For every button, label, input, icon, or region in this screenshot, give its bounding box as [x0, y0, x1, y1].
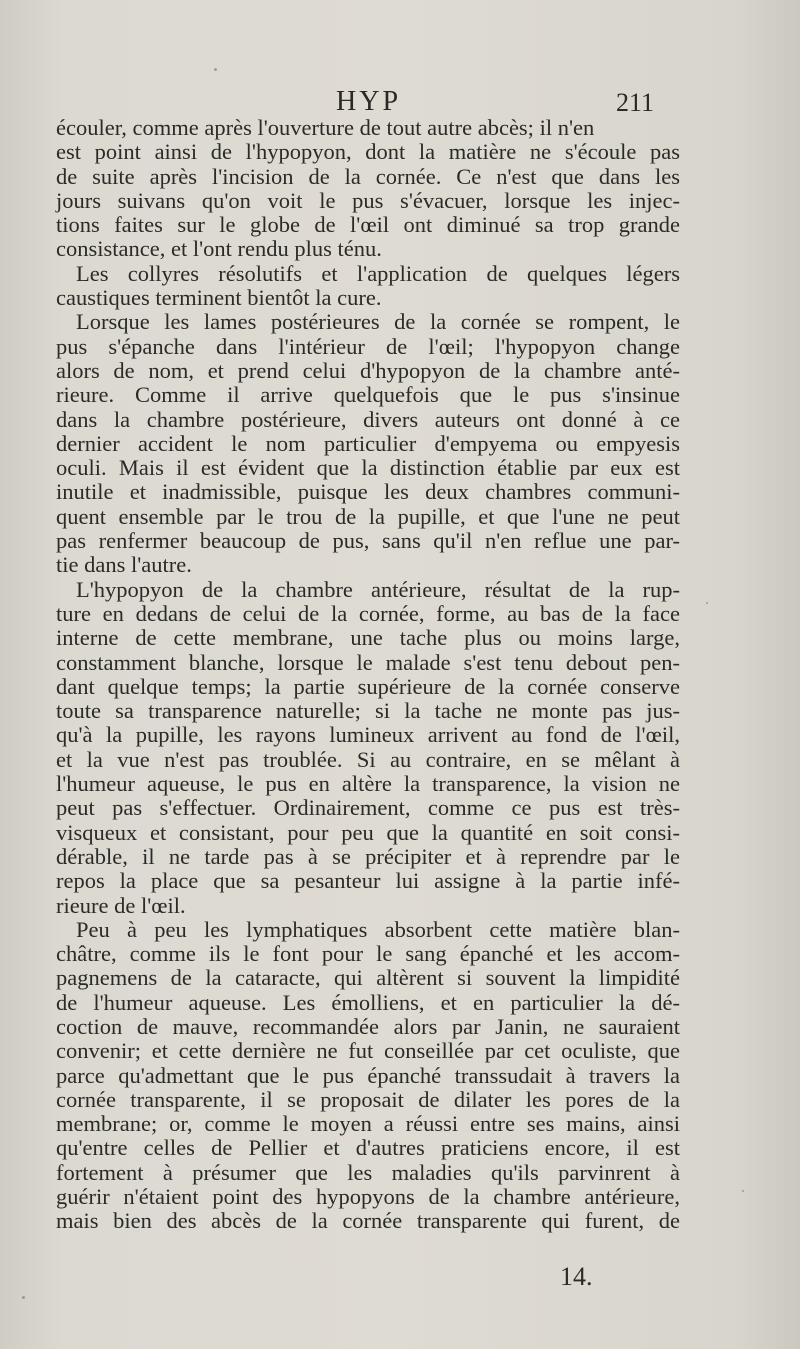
text-line: rieure. Comme il arrive quelquefois que le pus s'insinue	[56, 382, 680, 408]
text-line: convenir; et cette dernière ne fut conseillée par cet oculiste, que	[56, 1038, 680, 1064]
text-line: inutile et inadmissible, puisque les deux chambres communi-	[56, 479, 680, 505]
text-line: qu'entre celles de Pellier et d'autres praticiens encore, il est	[56, 1135, 680, 1161]
text-line: et la vue n'est pas troublée. Si au contraire, en se mêlant à	[56, 746, 680, 772]
text-line: consistance, et l'ont rendu plus ténu.	[56, 236, 382, 262]
text-line: ture en dedans de celui de la cornée, forme, au bas de la face	[56, 600, 680, 626]
text-line: pagnemens de la cataracte, qui altèrent si souvent la limpidité	[56, 965, 680, 991]
text-line: pas renfermer beaucoup de pus, sans qu'il n'en reflue une par-	[56, 528, 680, 554]
text-line: membrane; or, comme le moyen a réussi entre ses mains, ainsi	[56, 1111, 680, 1137]
text-line: Peu à peu les lymphatiques absorbent cette matière blan-	[76, 916, 680, 942]
text-line: qu'à la pupille, les rayons lumineux arrivent au fond de l'œil,	[56, 722, 680, 748]
text-line: est point ainsi de l'hypopyon, dont la matière ne s'écoule pas	[56, 139, 680, 165]
text-line: oculi. Mais il est évident que la distinction établie par eux est	[56, 455, 680, 481]
paper-speck	[706, 602, 708, 604]
text-line: tions faites sur le globe de l'œil ont diminué sa trop grande	[56, 212, 680, 238]
text-line: rieure de l'œil.	[56, 892, 186, 918]
text-line: toute sa transparence naturelle; si la tache ne monte pas jus-	[56, 698, 680, 724]
text-line: dernier accident le nom particulier d'empyema ou empyesis	[56, 430, 680, 456]
text-line: quent ensemble par le trou de la pupille, et que l'une ne peut	[56, 503, 680, 529]
text-line: guérir n'étaient point des hypopyons de la chambre antérieure,	[56, 1184, 680, 1210]
text-line: fortement à présumer que les maladies qu'ils parvinrent à	[56, 1159, 680, 1185]
text-line: alors de nom, et prend celui d'hypopyon de la chambre anté-	[56, 357, 680, 383]
text-line: visqueux et consistant, pour peu que la quantité en soit consi-	[56, 819, 680, 845]
text-line: de suite après l'incision de la cornée. Ce n'est que dans les	[56, 163, 680, 189]
body-text	[56, 116, 680, 1234]
text-line: coction de mauve, recommandée alors par Janin, ne sauraient	[56, 1013, 680, 1039]
text-line: l'humeur aqueuse, le pus en altère la transparence, la vision ne	[56, 771, 680, 797]
page-number: 211	[616, 88, 655, 117]
text-line: dant quelque temps; la partie supérieure de la cornée conserve	[56, 673, 680, 699]
text-line: cornée transparente, il se proposait de dilater les pores de la	[56, 1086, 680, 1112]
text-line: dans la chambre postérieure, divers auteurs ont donné à ce	[56, 406, 680, 432]
text-line: L'hypopyon de la chambre antérieure, résultat de la rup-	[76, 576, 680, 602]
text-line: écouler, comme après l'ouverture de tout autre abcès; il n'en	[56, 115, 595, 140]
text-line: interne de cette membrane, une tache plus ou moins large,	[56, 625, 680, 651]
text-line: Les collyres résolutifs et l'application de quelques légers	[76, 260, 680, 286]
running-head: HYP	[336, 86, 402, 117]
text-line: caustiques terminent bientôt la cure.	[56, 285, 382, 311]
page-header	[0, 86, 800, 116]
paper-speck	[214, 68, 217, 71]
text-line: mais bien des abcès de la cornée transparente qui furent, de	[56, 1208, 680, 1234]
text-line: constamment blanche, lorsque le malade s'est tenu debout pen-	[56, 649, 680, 675]
text-line: parce qu'admettant que le pus épanché transsudait à travers la	[56, 1062, 680, 1088]
text-line: de l'humeur aqueuse. Les émolliens, et en particulier la dé-	[56, 989, 680, 1015]
text-line: jours suivans qu'on voit le pus s'évacuer, lorsque les injec-	[56, 187, 680, 213]
paper-speck	[742, 1190, 744, 1192]
text-line: tie dans l'autre.	[56, 552, 192, 578]
paper-speck	[22, 1296, 25, 1299]
text-line: repos la place que sa pesanteur lui assigne à la partie infé-	[56, 868, 680, 894]
text-line: peut pas s'effectuer. Ordinairement, comme ce pus est très-	[56, 795, 680, 821]
text-line: châtre, comme ils le font pour le sang épanché et les accom-	[56, 941, 680, 967]
text-line: pus s'épanche dans l'intérieur de l'œil; l'hypopyon change	[56, 333, 680, 359]
text-line: dérable, il ne tarde pas à se précipiter et à reprendre par le	[56, 843, 680, 869]
signature-mark: 14.	[560, 1262, 593, 1291]
text-line: Lorsque les lames postérieures de la cornée se rompent, le	[76, 309, 680, 335]
